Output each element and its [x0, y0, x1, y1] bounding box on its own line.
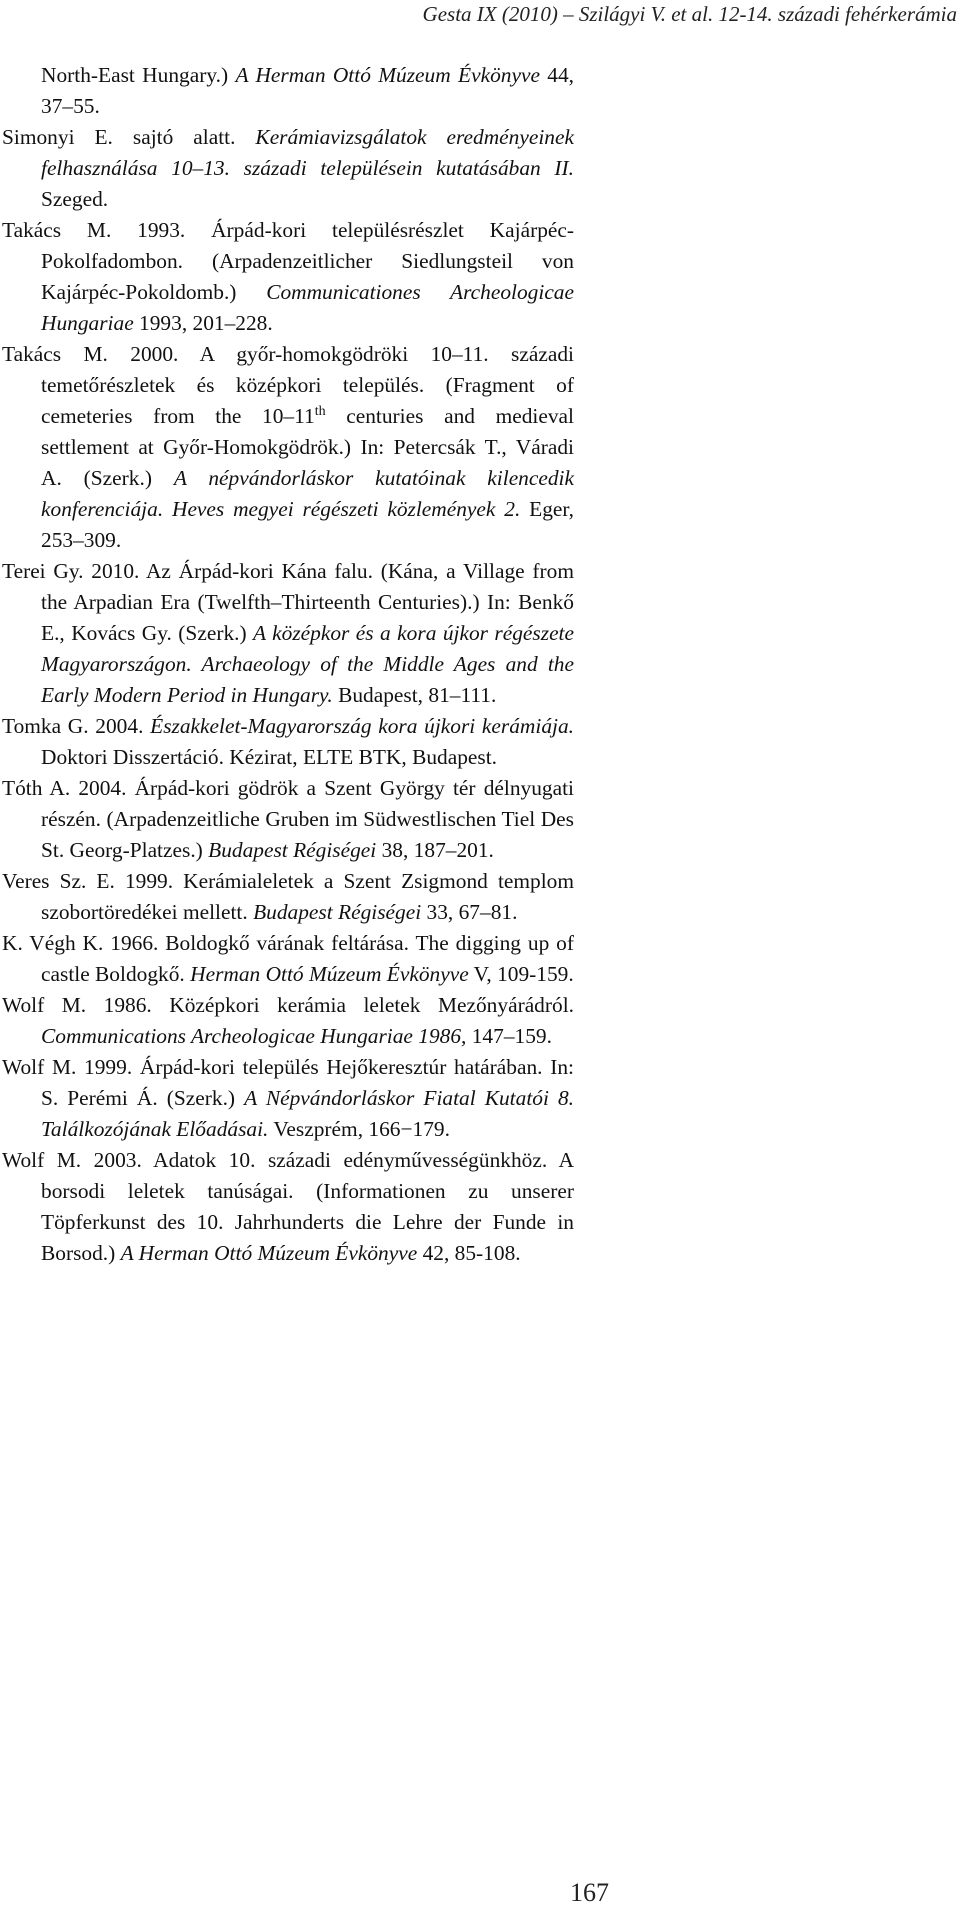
reference-text: V, 109-159.	[468, 962, 574, 986]
reference-text: Veres Sz. E. 1999. Kerámialeletek a Szent Zsigmond templom szobortöredékei mellett.	[2, 869, 574, 924]
reference-text: Eger, 253–309.	[41, 497, 574, 552]
reference-entry-takacs-1993	[2, 215, 574, 339]
reference-text: Simonyi E. sajtó alatt.	[2, 125, 256, 149]
reference-title: Herman Ottó Múzeum Évkönyve	[190, 962, 469, 986]
reference-text: Wolf M. 2003. Adatok 10. századi edényművességünkhöz. A borsodi leletek tanúságai. (Informationen zu unserer Töpferkunst des 10. Jahrhunderts die Lehre der Funde in Borsod.)	[2, 1148, 574, 1265]
reference-title: Kerámiavizsgálatok eredményeinek felhasználása 10–13. századi településein kutatásában II.	[41, 125, 574, 180]
page-number: 167	[570, 1878, 609, 1907]
reference-entry-takacs-2000	[2, 339, 574, 556]
reference-title: A Herman Ottó Múzeum Évkönyve	[120, 1241, 418, 1265]
reference-entry-veres-1999	[2, 866, 574, 928]
reference-title: Budapest Régiségei	[208, 838, 377, 862]
reference-entry-wolf-2003	[2, 1145, 574, 1269]
reference-text: 147–159.	[466, 1024, 552, 1048]
reference-text: centuries and medieval settlement at Győr-Homokgödrök.) In: Petercsák T., Váradi A. (Szerk.)	[41, 404, 574, 490]
reference-text: Veszprém, 166−179.	[268, 1117, 450, 1141]
reference-title: Északkelet-Magyarország kora újkori kerámiája.	[150, 714, 574, 738]
reference-text: Terei Gy. 2010. Az Árpád-kori Kána falu. (Kána, a Village from the Arpadian Era (Twelfth–Thirteenth Centuries).) In: Benkő E., Kovács Gy. (Szerk.)	[2, 559, 574, 645]
reference-text: Wolf M. 1986. Középkori kerámia leletek Mezőnyárádról.	[2, 993, 574, 1017]
reference-entry-wolf-1999	[2, 1052, 574, 1145]
reference-entry-simonyi	[2, 122, 574, 215]
reference-entry-vegh-1966	[2, 928, 574, 990]
reference-text: Tomka G. 2004.	[2, 714, 151, 738]
reference-title: A Népvándorláskor Fiatal Kutatói 8. Találkozójának Előadásai.	[41, 1086, 574, 1141]
reference-title: Communications Archeologicae Hungariae 1986,	[41, 1024, 467, 1048]
reference-text: Budapest, 81–111.	[332, 683, 497, 707]
reference-list	[2, 60, 574, 1269]
reference-text: th	[314, 403, 326, 419]
reference-title: A Herman Ottó Múzeum Évkönyve	[235, 63, 540, 87]
reference-text: 38, 187–201.	[376, 838, 494, 862]
reference-text: Takács M. 2000. A győr-homokgödröki 10–11. századi temetőrészletek és középkori település. (Fragment of cemeteries from the 10–11	[2, 342, 574, 428]
reference-text: K. Végh K. 1966. Boldogkő várának feltárása. The digging up of castle Boldogkő.	[2, 931, 574, 986]
reference-text: 42, 85-108.	[417, 1241, 521, 1265]
reference-title: Budapest Régiségei	[253, 900, 422, 924]
reference-entry-herman-cont	[2, 60, 574, 122]
reference-title: A középkor és a kora újkor régészete Magyarországon. Archaeology of the Middle Ages and the Early Modern Period in Hungary.	[41, 621, 574, 707]
reference-text: Doktori Disszertáció. Kézirat, ELTE BTK, Budapest.	[41, 745, 498, 769]
reference-text: 33, 67–81.	[421, 900, 518, 924]
reference-text: Tóth A. 2004. Árpád-kori gödrök a Szent György tér délnyugati részén. (Arpadenzeitliche Gruben im Südwestlischen Tiel Des St. Georg-Platzes.)	[2, 776, 574, 862]
reference-text: Takács M. 1993. Árpád-kori településrészlet Kajárpéc-Pokolfadombon. (Arpadenzeitlicher Siedlungsteil von Kajárpéc-Pokoldomb.)	[2, 218, 574, 304]
reference-title: A népvándorláskor kutatóinak kilencedik konferenciája. Heves megyei régészeti közlemények 2.	[41, 466, 574, 521]
reference-text: Wolf M. 1999. Árpád-kori település Hejőkeresztúr határában. In: S. Perémi Á. (Szerk.)	[2, 1055, 574, 1110]
reference-title: Communicationes Archeologicae Hungariae	[41, 280, 574, 335]
reference-text: Szeged.	[41, 187, 109, 211]
reference-entry-toth-2004	[2, 773, 574, 866]
reference-text: North-East Hungary.)	[41, 63, 236, 87]
running-header: Gesta IX (2010) – Szilágyi V. et al. 12-14. századi fehérkerámia	[422, 2, 957, 26]
reference-text: 1993, 201–228.	[133, 311, 273, 335]
reference-text: 44, 37–55.	[41, 63, 574, 118]
reference-entry-tomka-2004	[2, 711, 574, 773]
reference-entry-terei-2010	[2, 556, 574, 711]
reference-entry-wolf-1986	[2, 990, 574, 1052]
